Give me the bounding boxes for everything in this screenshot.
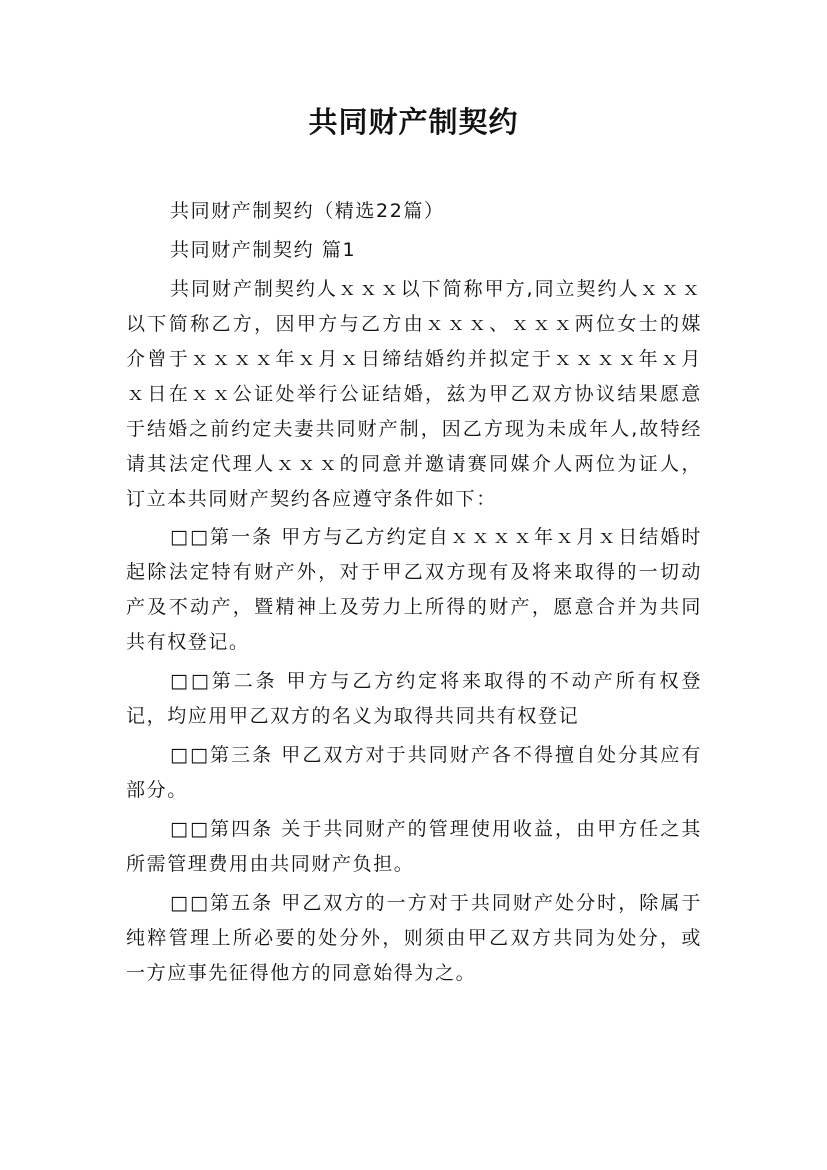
clause-4-paragraph: □□第四条 关于共同财产的管理使用收益，由甲方任之其所需管理费用由共同财产负担。 [126, 818, 702, 875]
clause-2-paragraph: □□第二条 甲方与乙方约定将来取得的不动产所有权登记，均应用甲乙双方的名义为取得共同共有权登记 [126, 670, 702, 727]
clause-1-paragraph: □□第一条 甲方与乙方约定自ｘｘｘｘ年ｘ月ｘ日结婚时起除法定特有财产外，对于甲乙双方现有及将来取得的一切动产及不动产，暨精神上及劳力上所得的财产，愿意合并为共同共有权登记。 [126, 526, 702, 653]
section-heading: 共同财产制契约 篇1 [170, 239, 357, 261]
document-body [126, 194, 702, 995]
subtitle-paragraph: 共同财产制契约（精选22篇） [170, 200, 445, 222]
document-title: 共同财产制契约 [308, 105, 519, 139]
clause-3-paragraph: □□第三条 甲乙双方对于共同财产各不得擅自处分其应有部分。 [126, 744, 702, 801]
clause-5-paragraph: □□第五条 甲乙双方的一方对于共同财产处分时，除属于纯粹管理上所必要的处分外，则须由甲乙双方共同为处分，或一方应事先征得他方的同意始得为之。 [126, 892, 702, 984]
preamble-paragraph: 共同财产制契约人ｘｘｘ以下简称甲方,同立契约人ｘｘｘ以下简称乙方，因甲方与乙方由ｘｘｘ、ｘｘｘ两位女士的媒介曾于ｘｘｘｘ年ｘ月ｘ日缔结婚约并拟定于ｘｘｘｘ年ｘ月ｘ日在ｘｘ公证处举行公证结婚，兹为甲乙双方协议结果愿意于结婚之前约定夫妻共同财产制，因乙方现为未成年人,故特经请其法定代理人ｘｘｘ的同意并邀请赛同媒介人两位为证人，订立本共同财产契约各应遵守条件如下： [126, 278, 702, 510]
